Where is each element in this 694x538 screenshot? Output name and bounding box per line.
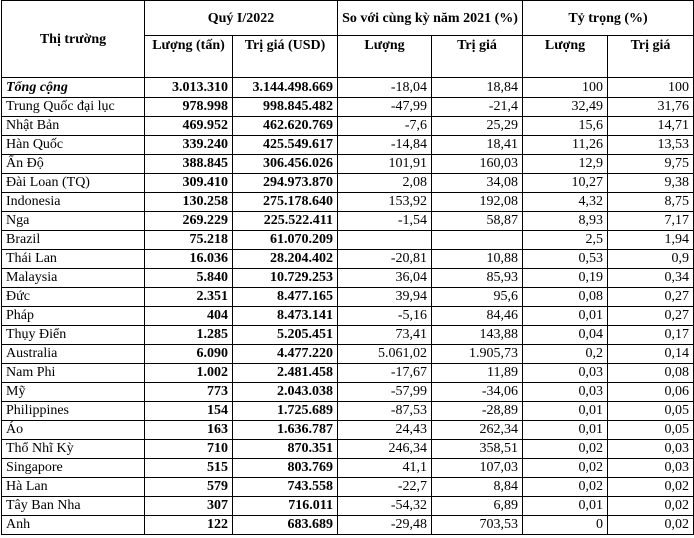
quantity-tonnes: 515 <box>145 459 233 478</box>
quantity-tonnes: 75.218 <box>145 231 233 250</box>
share-quantity-pct: 0,03 <box>523 383 608 402</box>
quantity-tonnes: 16.036 <box>145 250 233 269</box>
header-yoy-quantity: Lượng <box>338 36 432 78</box>
yoy-value-pct: -21,4 <box>432 98 523 117</box>
market-name: Indonesia <box>2 193 145 212</box>
value-usd: 803.769 <box>233 459 338 478</box>
table-row <box>2 288 694 307</box>
market-name: Nga <box>2 212 145 231</box>
share-value-pct: 9,75 <box>608 155 694 174</box>
market-name: Thổ Nhĩ Kỳ <box>2 440 145 459</box>
table-row <box>2 440 694 459</box>
market-name: Tây Ban Nha <box>2 497 145 516</box>
quantity-tonnes: 1.285 <box>145 326 233 345</box>
market-name: Ấn Độ <box>2 155 145 174</box>
table-row <box>2 193 694 212</box>
table-row-total <box>2 78 694 98</box>
quantity-tonnes: 269.229 <box>145 212 233 231</box>
quantity-tonnes: 388.845 <box>145 155 233 174</box>
yoy-value-pct <box>432 231 523 250</box>
header-share: Tỷ trọng (%) <box>523 1 694 36</box>
yoy-value-pct: 703,53 <box>432 516 523 535</box>
share-value-pct: 0,34 <box>608 269 694 288</box>
value-usd: 2.043.038 <box>233 383 338 402</box>
share-quantity-pct: 10,27 <box>523 174 608 193</box>
yoy-value-pct: 58,87 <box>432 212 523 231</box>
yoy-quantity-pct: 36,04 <box>338 269 432 288</box>
table-row <box>2 364 694 383</box>
header-share-value: Trị giá <box>608 36 694 78</box>
quantity-tonnes: 5.840 <box>145 269 233 288</box>
table-row <box>2 231 694 250</box>
market-name: Thái Lan <box>2 250 145 269</box>
yoy-quantity-pct: -1,54 <box>338 212 432 231</box>
table-row <box>2 307 694 326</box>
share-quantity-pct: 0,01 <box>523 402 608 421</box>
share-value-pct: 8,75 <box>608 193 694 212</box>
share-quantity-pct: 0 <box>523 516 608 535</box>
share-value-pct: 0,02 <box>608 516 694 535</box>
share-value-pct: 1,94 <box>608 231 694 250</box>
value-usd: 28.204.402 <box>233 250 338 269</box>
header-q1-value: Trị giá (USD) <box>233 36 338 78</box>
value-usd: 462.620.769 <box>233 117 338 136</box>
yoy-value-pct: 262,34 <box>432 421 523 440</box>
market-name: Hàn Quốc <box>2 136 145 155</box>
value-usd: 1.636.787 <box>233 421 338 440</box>
yoy-quantity-pct: -18,04 <box>338 78 432 98</box>
quantity-tonnes: 339.240 <box>145 136 233 155</box>
table-row <box>2 326 694 345</box>
yoy-value-pct: 18,84 <box>432 78 523 98</box>
quantity-tonnes: 163 <box>145 421 233 440</box>
yoy-value-pct: 8,84 <box>432 478 523 497</box>
yoy-quantity-pct: 246,34 <box>338 440 432 459</box>
table-row <box>2 516 694 535</box>
market-name: Malaysia <box>2 269 145 288</box>
yoy-value-pct: 192,08 <box>432 193 523 212</box>
yoy-quantity-pct: -17,67 <box>338 364 432 383</box>
table-row <box>2 421 694 440</box>
yoy-value-pct: 143,88 <box>432 326 523 345</box>
yoy-value-pct: 10,88 <box>432 250 523 269</box>
header-q1-quantity: Lượng (tấn) <box>145 36 233 78</box>
value-usd: 2.481.458 <box>233 364 338 383</box>
quantity-tonnes: 579 <box>145 478 233 497</box>
yoy-value-pct: -28,89 <box>432 402 523 421</box>
share-quantity-pct: 100 <box>523 78 608 98</box>
share-value-pct: 9,38 <box>608 174 694 193</box>
yoy-quantity-pct: 153,92 <box>338 193 432 212</box>
value-usd: 8.473.141 <box>233 307 338 326</box>
header-market: Thị trường <box>2 1 145 78</box>
quantity-tonnes: 309.410 <box>145 174 233 193</box>
market-name: Đức <box>2 288 145 307</box>
table-row <box>2 478 694 497</box>
share-value-pct: 0,05 <box>608 421 694 440</box>
share-value-pct: 0,27 <box>608 307 694 326</box>
yoy-value-pct: 1.905,73 <box>432 345 523 364</box>
yoy-value-pct: 85,93 <box>432 269 523 288</box>
share-value-pct: 14,71 <box>608 117 694 136</box>
yoy-quantity-pct: -14,84 <box>338 136 432 155</box>
yoy-quantity-pct: -87,53 <box>338 402 432 421</box>
value-usd: 716.011 <box>233 497 338 516</box>
value-usd: 1.725.689 <box>233 402 338 421</box>
quantity-tonnes: 3.013.310 <box>145 78 233 98</box>
quantity-tonnes: 404 <box>145 307 233 326</box>
yoy-quantity-pct: 39,94 <box>338 288 432 307</box>
table-row <box>2 212 694 231</box>
yoy-value-pct: 95,6 <box>432 288 523 307</box>
table-row <box>2 402 694 421</box>
quantity-tonnes: 154 <box>145 402 233 421</box>
share-quantity-pct: 15,6 <box>523 117 608 136</box>
table-row <box>2 155 694 174</box>
quantity-tonnes: 710 <box>145 440 233 459</box>
quantity-tonnes: 773 <box>145 383 233 402</box>
yoy-quantity-pct: 2,08 <box>338 174 432 193</box>
share-value-pct: 100 <box>608 78 694 98</box>
table-row <box>2 345 694 364</box>
share-quantity-pct: 4,32 <box>523 193 608 212</box>
share-value-pct: 0,02 <box>608 497 694 516</box>
yoy-quantity-pct: -29,48 <box>338 516 432 535</box>
market-name: Áo <box>2 421 145 440</box>
yoy-quantity-pct: 41,1 <box>338 459 432 478</box>
market-name: Australia <box>2 345 145 364</box>
table-row <box>2 136 694 155</box>
share-quantity-pct: 0,02 <box>523 459 608 478</box>
yoy-value-pct: 25,29 <box>432 117 523 136</box>
value-usd: 10.729.253 <box>233 269 338 288</box>
share-value-pct: 7,17 <box>608 212 694 231</box>
table-row <box>2 383 694 402</box>
yoy-quantity-pct: -5,16 <box>338 307 432 326</box>
quantity-tonnes: 130.258 <box>145 193 233 212</box>
share-quantity-pct: 0,03 <box>523 364 608 383</box>
share-quantity-pct: 0,08 <box>523 288 608 307</box>
share-quantity-pct: 32,49 <box>523 98 608 117</box>
header-yoy-value: Trị giá <box>432 36 523 78</box>
yoy-quantity-pct: 101,91 <box>338 155 432 174</box>
value-usd: 3.144.498.669 <box>233 78 338 98</box>
share-value-pct: 0,06 <box>608 383 694 402</box>
header-share-quantity: Lượng <box>523 36 608 78</box>
share-quantity-pct: 0,04 <box>523 326 608 345</box>
share-value-pct: 0,03 <box>608 440 694 459</box>
quantity-tonnes: 6.090 <box>145 345 233 364</box>
share-quantity-pct: 0,19 <box>523 269 608 288</box>
table-row <box>2 459 694 478</box>
market-name: Brazil <box>2 231 145 250</box>
market-name: Pháp <box>2 307 145 326</box>
market-name: Trung Quốc đại lục <box>2 98 145 117</box>
quantity-tonnes: 978.998 <box>145 98 233 117</box>
header-yoy-comparison: So với cùng kỳ năm 2021 (%) <box>338 1 523 36</box>
value-usd: 61.070.209 <box>233 231 338 250</box>
header-q1-2022: Quý I/2022 <box>145 1 338 36</box>
market-name: Tổng cộng <box>2 78 145 98</box>
market-name: Đài Loan (TQ) <box>2 174 145 193</box>
share-value-pct: 13,53 <box>608 136 694 155</box>
share-quantity-pct: 0,53 <box>523 250 608 269</box>
yoy-value-pct: 84,46 <box>432 307 523 326</box>
value-usd: 743.558 <box>233 478 338 497</box>
quantity-tonnes: 2.351 <box>145 288 233 307</box>
yoy-quantity-pct: -7,6 <box>338 117 432 136</box>
yoy-quantity-pct: 24,43 <box>338 421 432 440</box>
value-usd: 998.845.482 <box>233 98 338 117</box>
yoy-quantity-pct: 73,41 <box>338 326 432 345</box>
share-quantity-pct: 0,2 <box>523 345 608 364</box>
table-row <box>2 98 694 117</box>
share-quantity-pct: 8,93 <box>523 212 608 231</box>
value-usd: 425.549.617 <box>233 136 338 155</box>
yoy-value-pct: 34,08 <box>432 174 523 193</box>
quantity-tonnes: 1.002 <box>145 364 233 383</box>
value-usd: 8.477.165 <box>233 288 338 307</box>
share-value-pct: 0,27 <box>608 288 694 307</box>
yoy-quantity-pct: 5.061,02 <box>338 345 432 364</box>
share-value-pct: 0,9 <box>608 250 694 269</box>
quantity-tonnes: 122 <box>145 516 233 535</box>
quantity-tonnes: 307 <box>145 497 233 516</box>
table-row <box>2 269 694 288</box>
table-row <box>2 117 694 136</box>
share-quantity-pct: 0,02 <box>523 440 608 459</box>
value-usd: 683.689 <box>233 516 338 535</box>
value-usd: 294.973.870 <box>233 174 338 193</box>
share-quantity-pct: 12,9 <box>523 155 608 174</box>
yoy-value-pct: 18,41 <box>432 136 523 155</box>
share-quantity-pct: 0,01 <box>523 421 608 440</box>
yoy-value-pct: 6,89 <box>432 497 523 516</box>
yoy-quantity-pct <box>338 231 432 250</box>
table-body <box>2 78 694 535</box>
yoy-quantity-pct: -22,7 <box>338 478 432 497</box>
market-name: Philippines <box>2 402 145 421</box>
share-quantity-pct: 2,5 <box>523 231 608 250</box>
value-usd: 4.477.220 <box>233 345 338 364</box>
yoy-value-pct: 107,03 <box>432 459 523 478</box>
export-market-table <box>1 0 694 535</box>
share-value-pct: 0,02 <box>608 478 694 497</box>
market-name: Nhật Bản <box>2 117 145 136</box>
value-usd: 870.351 <box>233 440 338 459</box>
table-row <box>2 174 694 193</box>
market-name: Singapore <box>2 459 145 478</box>
table-row <box>2 497 694 516</box>
share-value-pct: 0,14 <box>608 345 694 364</box>
yoy-quantity-pct: -54,32 <box>338 497 432 516</box>
market-name: Anh <box>2 516 145 535</box>
quantity-tonnes: 469.952 <box>145 117 233 136</box>
share-value-pct: 31,76 <box>608 98 694 117</box>
value-usd: 275.178.640 <box>233 193 338 212</box>
yoy-quantity-pct: -20,81 <box>338 250 432 269</box>
share-quantity-pct: 0,02 <box>523 478 608 497</box>
share-quantity-pct: 11,26 <box>523 136 608 155</box>
share-value-pct: 0,08 <box>608 364 694 383</box>
yoy-quantity-pct: -57,99 <box>338 383 432 402</box>
market-name: Mỹ <box>2 383 145 402</box>
table-row <box>2 250 694 269</box>
market-name: Nam Phi <box>2 364 145 383</box>
value-usd: 5.205.451 <box>233 326 338 345</box>
share-quantity-pct: 0,01 <box>523 497 608 516</box>
market-name: Hà Lan <box>2 478 145 497</box>
yoy-value-pct: 11,89 <box>432 364 523 383</box>
share-value-pct: 0,17 <box>608 326 694 345</box>
value-usd: 306.456.026 <box>233 155 338 174</box>
yoy-value-pct: -34,06 <box>432 383 523 402</box>
yoy-value-pct: 358,51 <box>432 440 523 459</box>
value-usd: 225.522.411 <box>233 212 338 231</box>
share-value-pct: 0,05 <box>608 402 694 421</box>
yoy-value-pct: 160,03 <box>432 155 523 174</box>
share-quantity-pct: 0,01 <box>523 307 608 326</box>
market-name: Thụy Điển <box>2 326 145 345</box>
share-value-pct: 0,03 <box>608 459 694 478</box>
yoy-quantity-pct: -47,99 <box>338 98 432 117</box>
